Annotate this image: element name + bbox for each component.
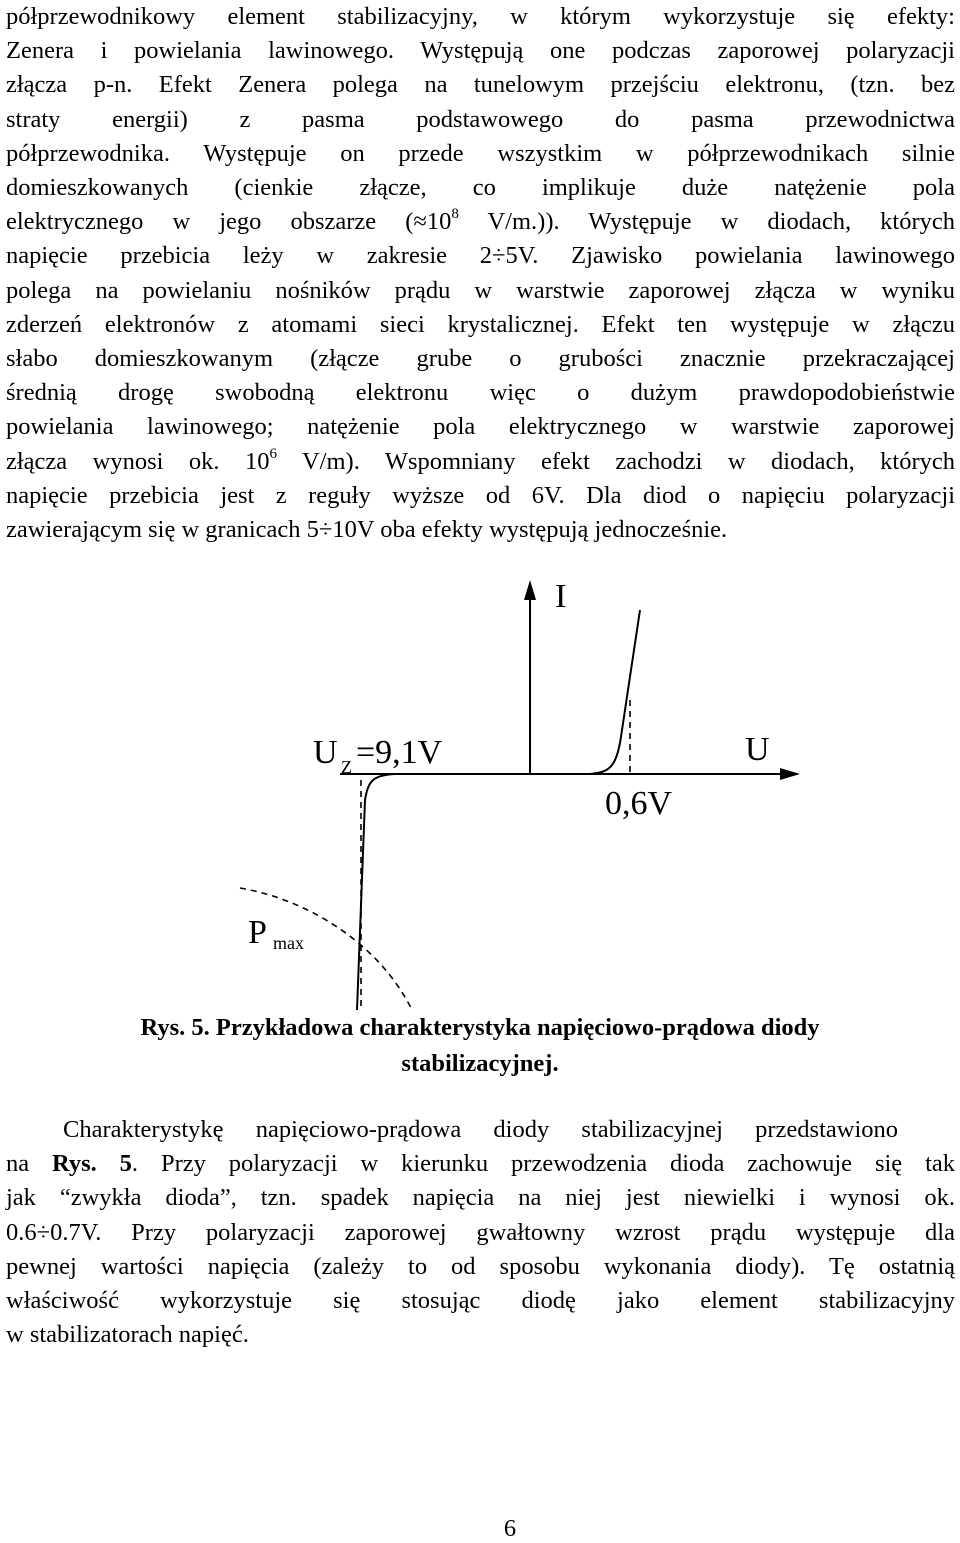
caption-line: stabilizacyjnej. [401, 1050, 559, 1077]
exponent: 8 [451, 206, 459, 223]
paragraph-characteristic-description [6, 1113, 955, 1352]
text-fragment: na [6, 1150, 53, 1178]
text-fragment: V/m). Wspomniany efekt zachodzi w diodach, których [276, 447, 955, 475]
text-line: domieszkowanych (cienkie złącze, co implikuje duże natężenie pola [6, 174, 955, 202]
paragraph-zener-avalanche [6, 0, 955, 547]
zener-voltage-subscript: Z [341, 757, 352, 777]
text-line: jak “zwykła dioda”, tzn. spadek napięcia na niej jest niewielki i wynosi ok. [6, 1184, 955, 1212]
zener-voltage-label [313, 734, 443, 777]
text-line-with-reference [6, 1147, 955, 1181]
text-line [6, 1113, 898, 1147]
reverse-breakdown-curve [357, 774, 530, 1010]
text-line: słabo domieszkowanym (złącze grube o grubości znacznie przekraczającej [6, 345, 955, 373]
text-fragment: złącza wynosi ok. 10 [6, 447, 270, 475]
zener-iv-characteristic-figure [0, 570, 960, 1010]
text-line: zderzeń elektronów z atomami sieci krystalicznej. Efekt ten występuje w złączu [6, 310, 955, 338]
exponent: 6 [269, 445, 277, 462]
text-line: w stabilizatorach napięć. [6, 1321, 249, 1349]
current-axis [524, 580, 536, 774]
text-line: właściwość wykorzystuje się stosując diodę jako element stabilizacyjny [6, 1287, 955, 1315]
text-line: półprzewodnika. Występuje on przede wszystkim w półprzewodnikach silnie [6, 139, 955, 167]
text-line: złącza p-n. Efekt Zenera polega na tunelowym przejściu elektronu, (tzn. bez [6, 71, 955, 99]
text-fragment: V/m.)). Występuje w diodach, których [458, 208, 955, 236]
max-power-symbol: P [248, 914, 267, 951]
text-line: napięcie przebicia jest z reguły wyższe od 6V. Dla diod o napięciu polaryzacji [6, 481, 955, 509]
zener-voltage-symbol: U [313, 734, 338, 771]
voltage-axis-label: U [745, 731, 770, 768]
voltage-axis-arrowhead [780, 768, 800, 780]
current-axis-label: I [555, 578, 567, 615]
caption-line: Rys. 5. Przykładowa charakterystyka napięciowo-prądowa diody [140, 1014, 820, 1041]
zener-voltage-value: =9,1V [356, 734, 443, 771]
page-number: 6 [503, 1515, 517, 1542]
max-power-subscript: max [273, 933, 304, 953]
text-fragment: . Przy polaryzacji w kierunku przewodzenia dioda zachowuje się tak [131, 1150, 955, 1178]
forward-characteristic-curve [530, 610, 640, 774]
text-line: 0.6÷0.7V. Przy polaryzacji zaporowej gwałtowny wzrost prądu występuje dla [6, 1218, 955, 1246]
text-line: półprzewodnikowy element stabilizacyjny, w którym wykorzystuje się efekty: [6, 3, 955, 30]
current-axis-arrowhead [524, 580, 536, 600]
text-line-with-exponent [6, 205, 955, 239]
text-line-with-exponent [6, 445, 955, 479]
text-fragment: elektrycznego w jego obszarze (≈10 [6, 208, 452, 236]
text-line: powielania lawinowego; natężenie pola elektrycznego w warstwie zaporowej [6, 413, 955, 441]
text-line: polega na powielaniu nośników prądu w warstwie zaporowej złącza w wyniku [6, 276, 955, 304]
text-line: pewnej wartości napięcia (zależy to od sposobu wykonania diody). Tę ostatnią [6, 1252, 955, 1280]
figure-caption [0, 1010, 960, 1082]
forward-voltage-label: 0,6V [605, 785, 673, 822]
text-line: Zenera i powielania lawinowego. Występują one podczas zaporowej polaryzacji [6, 37, 955, 65]
figure-reference: Rys. 5 [52, 1150, 132, 1178]
text-fragment: Charakterystykę napięciowo-prądowa diody stabilizacyjnej przedstawiono [63, 1116, 898, 1143]
text-line: napięcie przebicia leży w zakresie 2÷5V. Zjawisko powielania lawinowego [6, 242, 955, 270]
max-power-label [248, 914, 304, 953]
text-line: straty energii) z pasma podstawowego do pasma przewodnictwa [6, 105, 955, 133]
text-line: zawierającym się w granicach 5÷10V oba efekty występują jednocześnie. [6, 516, 728, 544]
text-line: średnią drogę swobodną elektronu więc o dużym prawdopodobieństwie [6, 379, 955, 407]
